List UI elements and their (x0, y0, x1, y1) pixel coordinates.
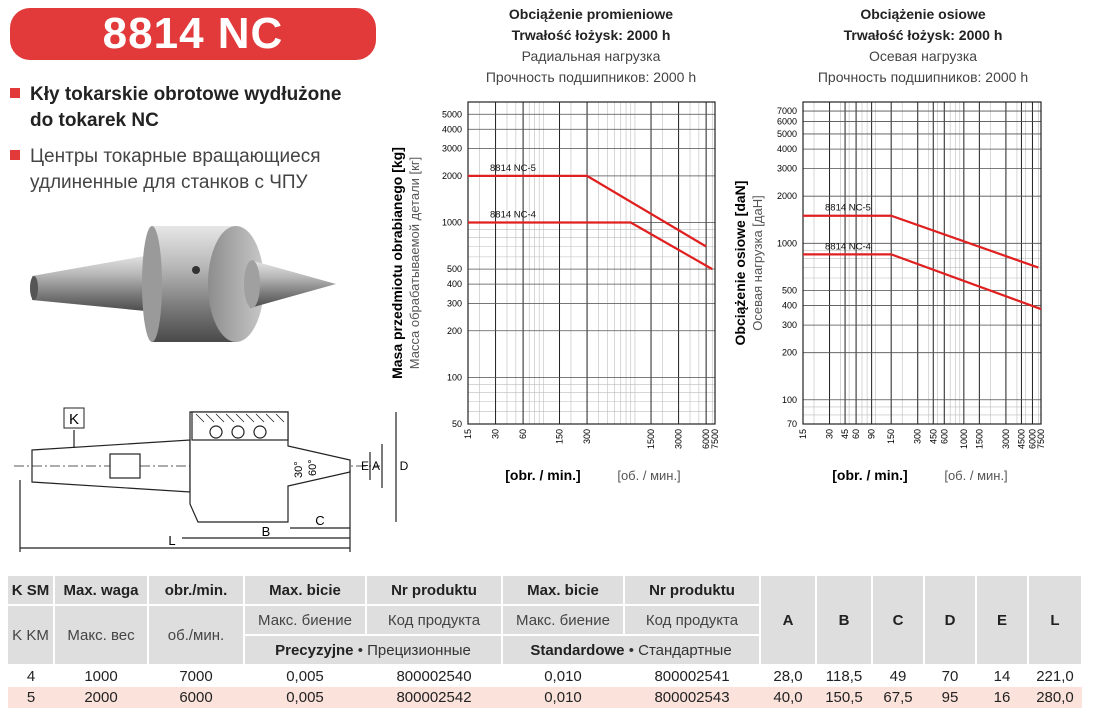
header-waga: Max. waga (54, 576, 148, 605)
y-tick-label: 2000 (441, 170, 462, 181)
x-tick-label: 15 (463, 429, 473, 440)
chart1-title-ru-2: Прочность подшипников: 2000 h (485, 69, 697, 85)
x-tick-label: 30 (490, 429, 501, 440)
shank-end (30, 276, 38, 300)
axial-load-chart (725, 94, 1055, 494)
x-tick-label: 600 (939, 429, 950, 445)
chart2-title-pl-2: Trwałość łożysk: 2000 h (843, 27, 1003, 43)
description-pl-line1: Kły tokarskie obrotowe wydłużone (30, 84, 342, 105)
chart1-title-ru-1: Радиальная нагрузка (521, 48, 661, 64)
header-kod2: Код продукта (624, 605, 760, 635)
y-axis-label-ru: Масса обрабатываемой детали [кг] (407, 156, 422, 370)
y-tick-label: 300 (781, 320, 797, 331)
product-image (28, 214, 358, 354)
x-tick-label: 1500 (646, 429, 657, 450)
y-tick-label: 200 (446, 325, 462, 336)
header-kkm: K KM (8, 605, 54, 665)
description-ru-line1: Центры токарные вращающиеся (30, 146, 321, 167)
y-tick-label: 50 (451, 419, 462, 429)
header-bicie2: Max. bicie (502, 576, 624, 605)
x-tick-label: 15 (798, 429, 808, 440)
chart2-title-ru-1: Осевая нагрузка (868, 48, 978, 64)
plot-frame (803, 102, 1041, 424)
chart1-title-pl-2: Trwałość łożysk: 2000 h (511, 27, 671, 43)
technical-drawing (10, 400, 410, 560)
x-tick-label: 60 (851, 429, 862, 440)
series-label: 8814 NC-4 (490, 209, 536, 221)
y-tick-label: 4000 (441, 124, 462, 135)
x-tick-label: 450 (928, 429, 939, 445)
header-nr2: Nr produktu (624, 576, 760, 605)
y-tick-label: 100 (446, 372, 462, 383)
y-tick-label: 200 (781, 347, 797, 358)
header-bienie1: Макс. биение (244, 605, 366, 635)
x-tick-label: 45 (840, 429, 851, 440)
y-axis-label-pl: Obciążenie osiowe [daN] (732, 180, 748, 346)
series-label: 8814 NC-5 (490, 162, 536, 174)
description-ru (10, 144, 321, 196)
header-bicie1: Max. bicie (244, 576, 366, 605)
x-axis-label-pl: [obr. / min.] (505, 467, 581, 483)
header-nr1: Nr produktu (366, 576, 502, 605)
x-tick-label: 90 (866, 429, 877, 440)
header-ob: об./мин. (148, 605, 244, 665)
x-tick-label: 4500 (1016, 429, 1027, 450)
label-a: A (371, 459, 381, 473)
y-tick-label: 500 (781, 285, 797, 296)
label-e: E (360, 459, 370, 473)
label-k: K (68, 411, 80, 428)
header-c: C (872, 576, 924, 665)
product-title: 8814 NC (10, 8, 376, 60)
y-tick-label: 3000 (441, 143, 462, 154)
center-point (250, 260, 336, 308)
chart1-title-pl-1: Obciążenie promieniowe (508, 6, 674, 22)
y-tick-label: 400 (446, 279, 462, 290)
y-tick-label: 3000 (776, 163, 797, 174)
x-tick-label: 300 (912, 429, 923, 445)
y-tick-label: 500 (446, 264, 462, 275)
y-tick-label: 1000 (776, 238, 797, 249)
description-pl (10, 82, 341, 134)
chart1-title (460, 4, 722, 88)
header-ves: Макс. вес (54, 605, 148, 665)
logo-mark (192, 266, 200, 274)
radial-load-chart (380, 94, 730, 494)
label-c: C (315, 513, 325, 528)
description-pl-line2: do tokarek NC (30, 110, 159, 131)
x-tick-label: 6000 (701, 429, 712, 450)
y-tick-label: 5000 (776, 128, 797, 139)
y-axis-label-pl: Masa przedmiotu obrabianego [kg] (389, 147, 405, 379)
header-d: D (924, 576, 976, 665)
header-bienie2: Макс. биение (502, 605, 624, 635)
header-a: A (760, 576, 816, 665)
y-tick-label: 4000 (776, 144, 797, 155)
y-tick-label: 70 (786, 419, 797, 429)
spec-table (8, 576, 1083, 708)
label-b: B (261, 524, 271, 539)
table-row: 5 2000 6000 0,005 800002542 0,010 800002543 40,0 150,5 67,5 95 16 280,0 (8, 687, 1082, 708)
chart2-title-ru-2: Прочность подшипников: 2000 h (817, 69, 1029, 85)
header-b: B (816, 576, 872, 665)
description-ru-line2: удлиненные для станков с ЧПУ (30, 172, 308, 193)
x-tick-label: 60 (518, 429, 529, 440)
y-tick-label: 1000 (441, 217, 462, 228)
y-tick-label: 6000 (776, 116, 797, 127)
x-axis-label-pl: [obr. / min.] (832, 467, 908, 483)
y-tick-label: 5000 (441, 109, 462, 120)
plot-frame (468, 102, 715, 424)
x-tick-label: 1500 (974, 429, 985, 450)
chart2-title-pl-1: Obciążenie osiowe (860, 6, 986, 22)
x-axis-label-ru: [об. / мин.] (944, 468, 1008, 483)
x-tick-label: 6000 (1027, 429, 1038, 450)
x-tick-label: 150 (554, 429, 565, 445)
header-kod1: Код продукта (366, 605, 502, 635)
x-tick-label: 7500 (1036, 429, 1046, 450)
label-l: L (168, 533, 176, 548)
header-l: L (1028, 576, 1082, 665)
y-tick-label: 7000 (776, 106, 797, 117)
group-precise: Precyzyjne • Прецизионные (244, 635, 502, 665)
header-obr: obr./min. (148, 576, 244, 605)
label-d: D (399, 459, 409, 473)
series-label: 8814 NC-5 (825, 202, 871, 214)
x-tick-label: 3000 (1000, 429, 1011, 450)
y-tick-label: 100 (781, 394, 797, 405)
x-tick-label: 30 (824, 429, 835, 440)
chart2-title (790, 4, 1056, 88)
table-row: 4 1000 7000 0,005 800002540 0,010 800002541 28,0 118,5 49 70 14 221,0 (26, 668, 1074, 685)
x-tick-label: 150 (886, 429, 897, 445)
header-e: E (976, 576, 1028, 665)
x-tick-label: 1000 (958, 429, 969, 450)
x-tick-label: 7500 (710, 429, 720, 450)
x-tick-label: 3000 (673, 429, 684, 450)
group-standard: Standardowe • Стандартные (502, 635, 760, 665)
y-tick-label: 400 (781, 300, 797, 311)
x-axis-label-ru: [об. / мин.] (617, 468, 681, 483)
taper-shank (32, 254, 156, 312)
y-tick-label: 300 (446, 298, 462, 309)
x-tick-label: 300 (582, 429, 593, 445)
header-ksm: K SM (8, 576, 54, 605)
body-back (142, 226, 162, 342)
label-60: 60° (307, 459, 319, 476)
bullet-square-icon (10, 150, 20, 160)
bullet-square-icon (10, 88, 20, 98)
y-tick-label: 2000 (776, 191, 797, 202)
y-axis-label-ru: Осевая нагрузка [даН] (750, 195, 765, 331)
series-line (803, 254, 1041, 309)
series-label: 8814 NC-4 (825, 241, 871, 253)
label-30: 30° (293, 461, 305, 478)
